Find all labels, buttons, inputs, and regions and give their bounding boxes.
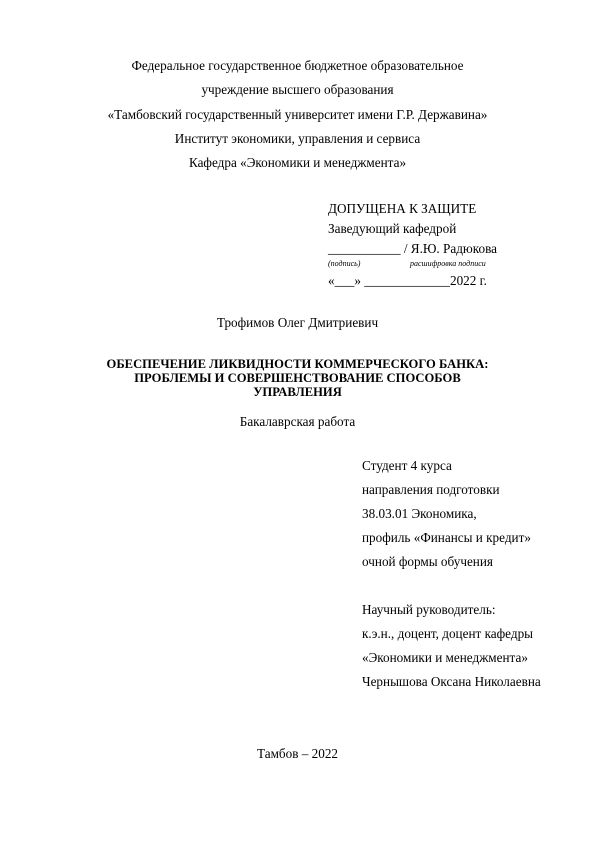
supervisor-line-1: Научный руководитель: <box>362 602 496 617</box>
approval-heading: ДОПУЩЕНА К ЗАЩИТЕ <box>328 201 477 216</box>
supervisor-line-4: Чернышова Оксана Николаевна <box>362 674 541 689</box>
student-line-4: профиль «Финансы и кредит» <box>362 530 531 545</box>
student-line-2: направления подготовки <box>362 482 500 497</box>
footer-city-year: Тамбов – 2022 <box>256 746 339 761</box>
header-line-1: Федеральное государственное бюджетное образовательное <box>131 58 464 73</box>
header-line-3: «Тамбовский государственный университет имени Г.Р. Державина» <box>107 107 488 122</box>
approval-role: Заведующий кафедрой <box>328 221 457 236</box>
student-line-5: очной формы обучения <box>362 554 493 569</box>
header-line-4: Институт экономики, управления и сервиса <box>174 131 421 146</box>
student-line-3: 38.03.01 Экономика, <box>362 506 477 521</box>
supervisor-line-3: «Экономики и менеджмента» <box>362 650 528 665</box>
student-line-1: Студент 4 курса <box>362 458 452 473</box>
signature-caption: (подпись) <box>328 259 361 268</box>
approval-date-line: «___» _____________2022 г. <box>328 273 487 288</box>
thesis-title-line-1: ОБЕСПЕЧЕНИЕ ЛИКВИДНОСТИ КОММЕРЧЕСКОГО БАНКА: <box>106 357 489 371</box>
decoding-caption: расшифровка подписи <box>410 259 486 268</box>
approval-signature-line: ___________ / Я.Ю. Радюкова <box>328 241 498 256</box>
supervisor-line-2: к.э.н., доцент, доцент кафедры <box>362 626 534 641</box>
work-type: Бакалаврская работа <box>239 414 356 429</box>
thesis-title <box>80 357 515 399</box>
header-line-5: Кафедра «Экономики и менеджмента» <box>188 155 407 170</box>
thesis-title-line-2: ПРОБЛЕМЫ И СОВЕРШЕНСТВОВАНИЕ СПОСОБОВ <box>134 371 461 385</box>
author-name: Трофимов Олег Дмитриевич <box>216 315 379 330</box>
thesis-title-line-3: УПРАВЛЕНИЯ <box>253 385 342 399</box>
header-line-2: учреждение высшего образования <box>201 82 394 97</box>
